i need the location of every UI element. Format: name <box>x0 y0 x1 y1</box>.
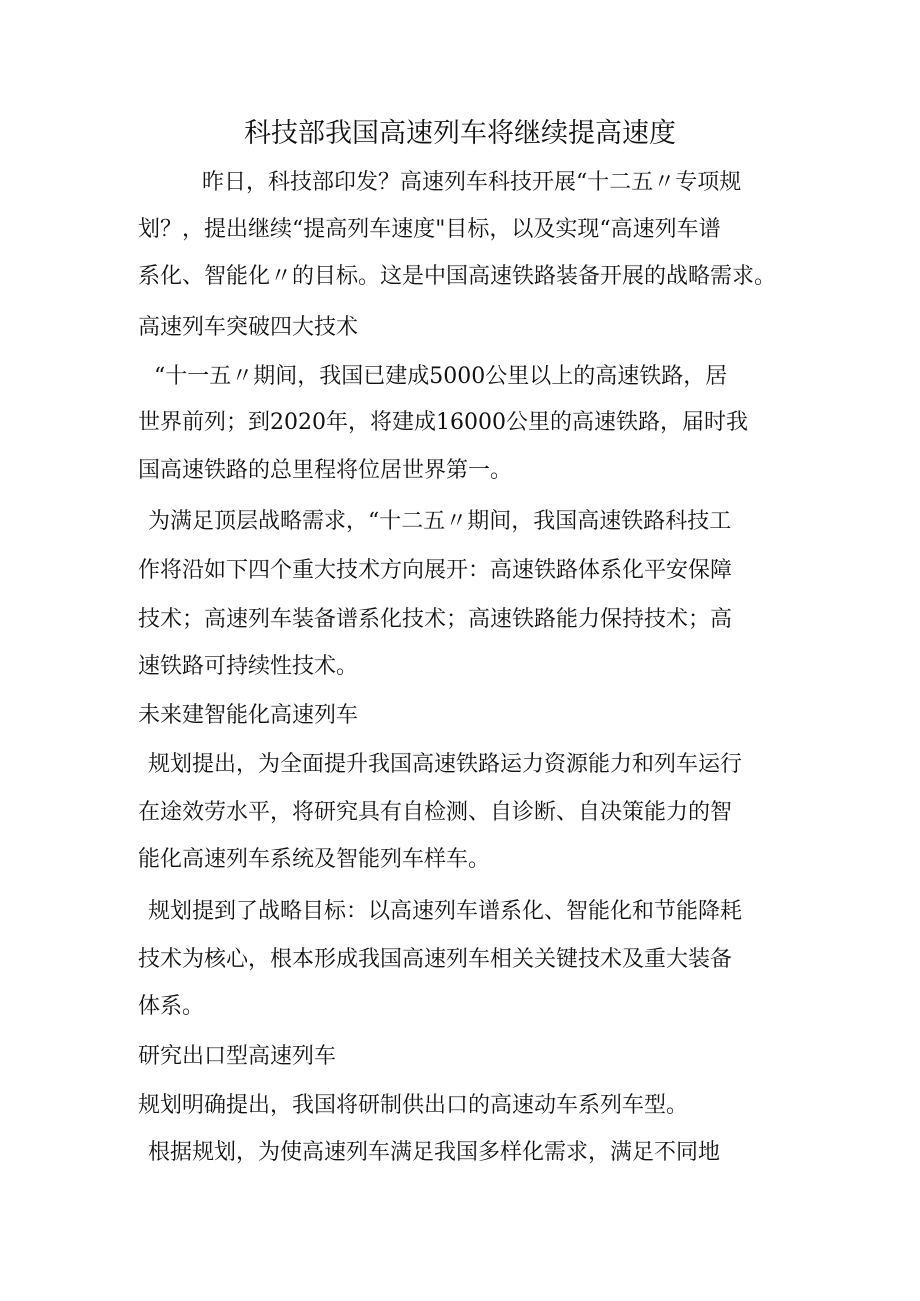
paragraph-line: “十一五〃期间，我国已建成5000公里以上的高速铁路，居 <box>154 364 728 389</box>
paragraph-line: 作将沿如下四个重大技术方向展开：高速铁路体系化平安保障 <box>138 558 733 583</box>
section-heading: 研究出口型高速列车 <box>138 1044 337 1069</box>
paragraph-line: 为满足顶层战略需求，“十二五〃期间，我国高速铁路科技工 <box>148 509 732 534</box>
paragraph-line: 规划明确提出，我国将研制供出口的高速动车系列车型。 <box>138 1093 689 1118</box>
paragraph-line: 规划提出，为全面提升我国高速铁路运力资源能力和列车运行 <box>148 752 743 777</box>
paragraph-line: 体系。 <box>138 994 205 1019</box>
paragraph-line: 能化高速列车系统及智能列车样车。 <box>138 847 491 872</box>
paragraph-line: 在途效劳水平，将研究具有自检测、自诊断、自决策能力的智 <box>138 800 733 825</box>
paragraph-line: 根据规划，为使高速列车满足我国多样化需求，满足不同地 <box>148 1140 721 1165</box>
document-title: 科技部我国高速列车将继续提高速度 <box>244 118 676 149</box>
section-heading: 未来建智能化高速列车 <box>138 703 359 728</box>
paragraph-line: 世界前列；到2020年，将建成16000公里的高速铁路，届时我 <box>138 410 748 435</box>
paragraph-line: 划？，提出继续“提高列车速度"目标，以及实现“高速列车谱 <box>138 217 721 242</box>
paragraph-line: 速铁路可持续性技术。 <box>138 654 359 679</box>
paragraph-line: 系化、智能化〃的目标。这是中国高速铁路装备开展的战略需求。 <box>138 264 777 289</box>
paragraph-line: 国高速铁路的总里程将位居世界第一。 <box>138 458 513 483</box>
paragraph-line: 规划提到了战略目标：以高速列车谱系化、智能化和节能降耗 <box>148 899 743 924</box>
paragraph-line: 技术；高速列车装备谱系化技术；高速铁路能力保持技术；高 <box>138 607 733 632</box>
section-heading: 高速列车突破四大技术 <box>138 315 359 340</box>
paragraph-line: 技术为核心，根本形成我国高速列车相关关键技术及重大装备 <box>138 947 733 972</box>
paragraph-line: 昨日，科技部印发？高速列车科技开展“十二五〃专项规 <box>202 170 742 195</box>
